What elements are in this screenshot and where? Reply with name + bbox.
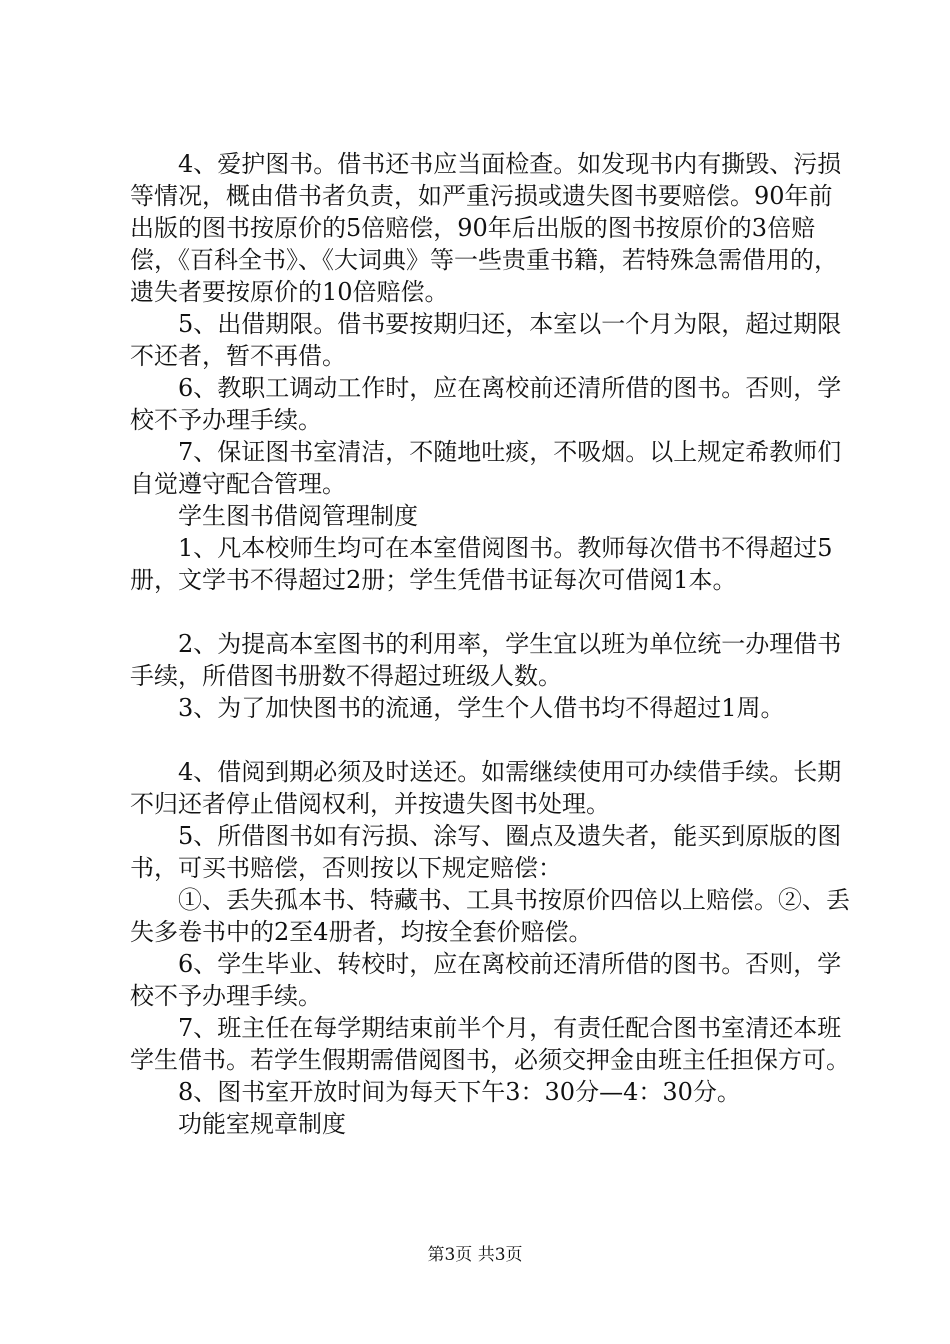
paragraph-graduation: 6、学生毕业、转校时，应在离校前还清所借的图书。否则，学校不予办理手续。 xyxy=(130,950,842,1010)
document-body xyxy=(130,148,850,1140)
paragraph-class-teacher: 7、班主任在每学期结束前半个月，有责任配合图书室清还本班学生借书。若学生假期需借阅图书，必须交押金由班主任担保方可。 xyxy=(130,1014,850,1074)
paragraph-loss-rules: ①、丢失孤本书、特藏书、工具书按原价四倍以上赔偿。②、丢失多卷书中的2至4册者，均按全套价赔偿。 xyxy=(130,886,850,946)
paragraph-damage-compensation: 5、所借图书如有污损、涂写、圈点及遗失者，能买到原版的图书，可买书赔偿，否则按以下规定赔偿： xyxy=(130,822,842,882)
paragraph-staff-transfer: 6、教职工调动工作时，应在离校前还清所借的图书。否则，学校不予办理手续。 xyxy=(130,374,842,434)
section-heading-student-borrowing: 学生图书借阅管理制度 xyxy=(178,502,418,530)
paragraph-borrow-limits: 1、凡本校师生均可在本室借阅图书。教师每次借书不得超过5册，文学书不得超过2册；学生凭借书证每次可借阅1本。 xyxy=(130,534,833,594)
paragraph-book-care: 4、爱护图书。借书还书应当面检查。如发现书内有撕毁、污损等情况，概由借书者负责，如严重污损或遗失图书要赔偿。90年前出版的图书按原价的5倍赔偿，90年后出版的图书按原价的3倍赔偿，《百科全书》、《大词典》等一些贵重书籍，若特殊急需借用的，遗失者要按原价的10倍赔偿。 xyxy=(130,150,842,306)
paragraph-return-on-time: 4、借阅到期必须及时送还。如需继续使用可办续借手续。长期不归还者停止借阅权利，并按遗失图书处理。 xyxy=(130,758,842,818)
paragraph-loan-period: 5、出借期限。借书要按期归还，本室以一个月为限，超过期限不还者，暂不再借。 xyxy=(130,310,842,370)
page-number-footer: 第3页 共3页 xyxy=(427,1245,523,1265)
paragraph-class-borrowing: 2、为提高本室图书的利用率，学生宜以班为单位统一办理借书手续，所借图书册数不得超过班级人数。 xyxy=(130,630,842,690)
paragraph-opening-hours: 8、图书室开放时间为每天下午3：30分—4：30分。 xyxy=(178,1078,741,1106)
section-heading-function-rooms: 功能室规章制度 xyxy=(178,1110,346,1138)
paragraph-cleanliness: 7、保证图书室清洁，不随地吐痰，不吸烟。以上规定希教师们自觉遵守配合管理。 xyxy=(130,438,842,498)
paragraph-personal-loan-week: 3、为了加快图书的流通，学生个人借书均不得超过1周。 xyxy=(178,694,785,722)
blank-line xyxy=(130,596,850,628)
blank-line xyxy=(130,724,850,756)
